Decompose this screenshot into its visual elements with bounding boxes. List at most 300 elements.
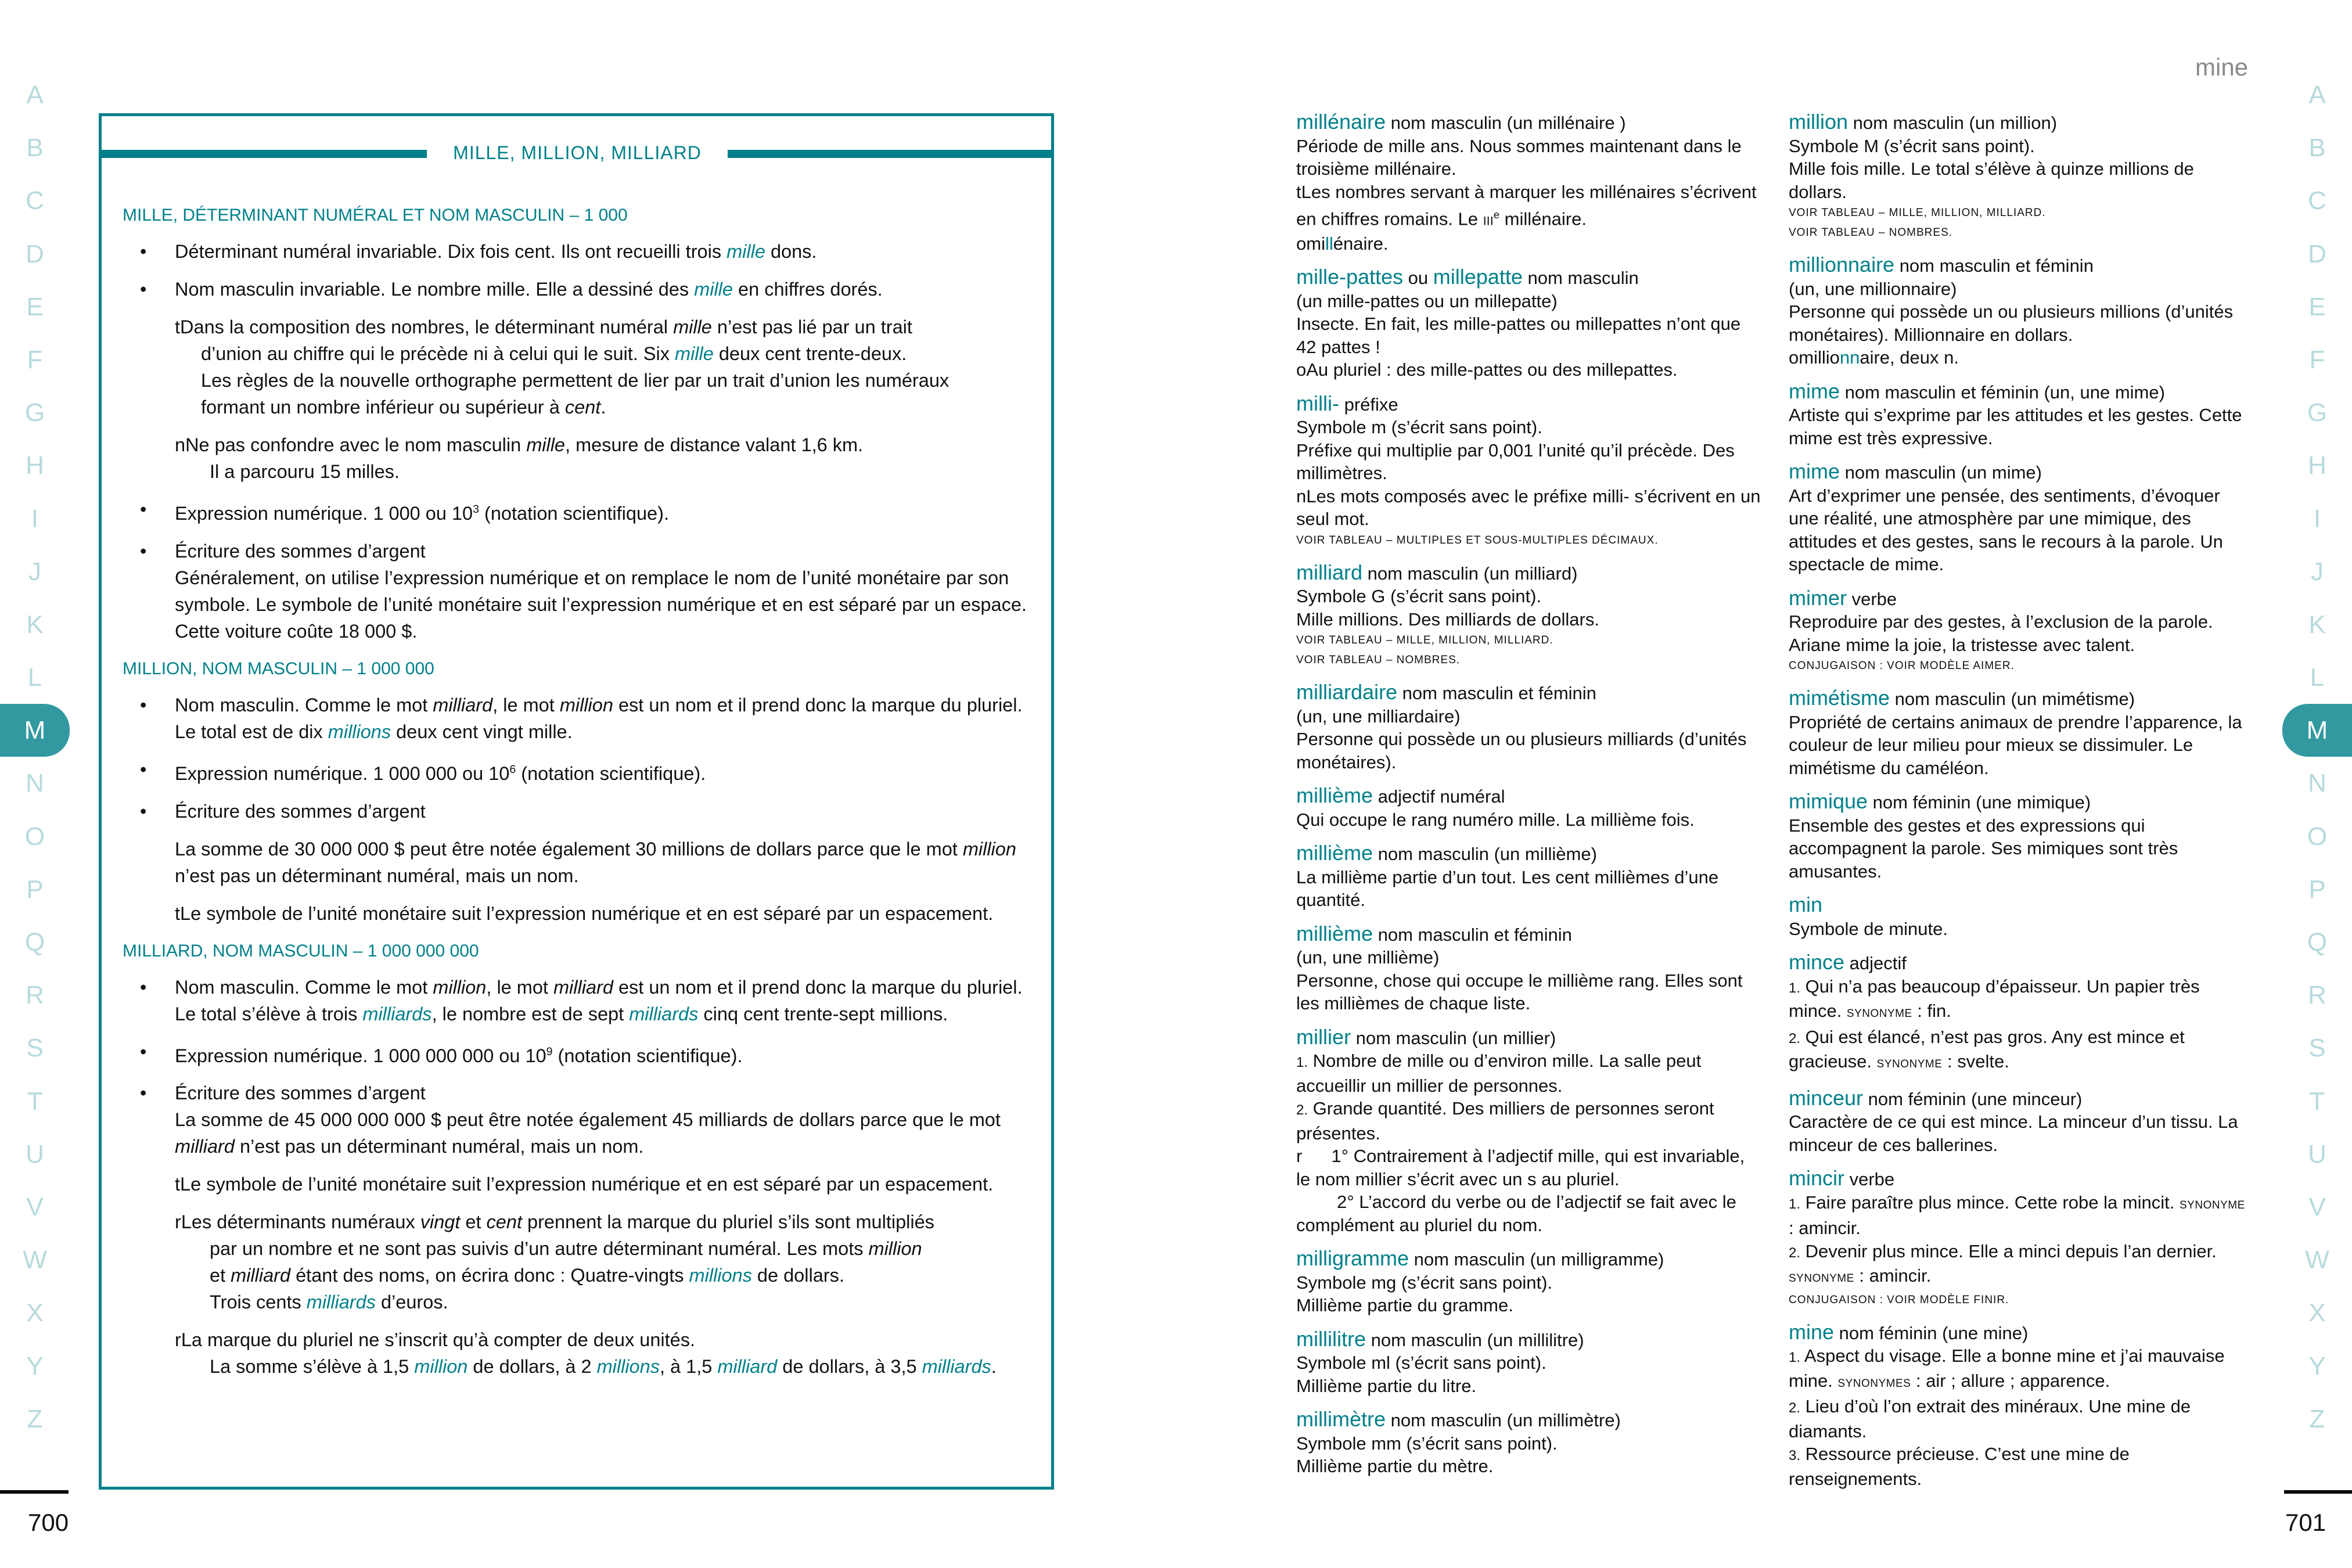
- dictionary-entry: [1296, 561, 1761, 671]
- headword: millier: [1296, 1024, 1351, 1049]
- index-tab-d[interactable]: D: [26, 239, 44, 268]
- spelling-marker: o: [1296, 359, 1307, 380]
- spelling-note: [1789, 346, 2247, 369]
- note-block: [123, 900, 1028, 927]
- dictionary-entry: [1296, 681, 1761, 774]
- headword: millimètre: [1296, 1407, 1386, 1432]
- spelling-marker: o: [1296, 233, 1307, 254]
- text-run: par un nombre et ne sont pas suivis d’un autre déterminant numéral. Les mots: [210, 1238, 869, 1260]
- text-run: Écriture des sommes d’argent: [175, 800, 426, 822]
- definition: Ensemble des gestes et des expressions qui accompagnent la parole. Ses mimiques sont très amusantes.: [1789, 815, 2178, 882]
- cross-reference[interactable]: VOIR TABLEAU – NOMBRES.: [1296, 654, 1461, 667]
- entry-head: [1789, 1167, 2247, 1191]
- definition: Mille millions. Des milliards de dollars.: [1296, 609, 1599, 630]
- index-tab-g[interactable]: G: [2307, 398, 2328, 427]
- sense-text: Devenir plus mince. Elle a minci depuis l’an dernier.: [1800, 1240, 2217, 1261]
- text-run: Déterminant numéral invariable. Dix fois cent. Ils ont recueilli trois: [175, 241, 727, 262]
- text-run: Trois cents: [210, 1292, 307, 1313]
- index-tab-s[interactable]: S: [2308, 1034, 2326, 1063]
- note-block: [123, 1209, 1028, 1315]
- definition: Symbole mm (s’écrit sans point).: [1296, 1433, 1558, 1454]
- spelling-note: [1296, 232, 1761, 256]
- emphasized-word: million: [414, 1356, 468, 1378]
- definition: Reproduire par des gestes, à l’exclusion de la parole. Ariane mime la joie, la tristesse avec talent.: [1789, 612, 2213, 655]
- emphasized-word: millions: [689, 1265, 752, 1286]
- bullet-item: [123, 798, 1028, 825]
- dictionary-entry: [1296, 841, 1761, 912]
- grammatical-category: nom masculin (un millier): [1351, 1027, 1556, 1048]
- superscript: 3: [473, 503, 479, 516]
- index-tab-a[interactable]: A: [26, 81, 44, 109]
- index-tab-q[interactable]: Q: [2307, 928, 2328, 956]
- sense-number: 2.: [1789, 1030, 1801, 1046]
- index-tab-t[interactable]: T: [27, 1087, 43, 1116]
- headword: mime: [1789, 459, 1840, 483]
- spelling-highlight: nn: [1839, 347, 1860, 368]
- text-run: La somme s’élève à 1,5: [210, 1356, 415, 1378]
- index-tab-y[interactable]: Y: [2308, 1351, 2326, 1380]
- emphasized-word: million: [962, 838, 1016, 859]
- index-tab-i[interactable]: I: [2313, 504, 2321, 533]
- index-tab-s[interactable]: S: [26, 1034, 44, 1063]
- definition: (un, une milliardaire): [1296, 706, 1461, 727]
- text-run: La somme de 30 000 000 $ peut être notée également 30 millions de dollars parce que le mot: [175, 838, 963, 859]
- text-run: Le symbole de l’unité monétaire suit l’expression numérique et en est séparé par un espacement.: [180, 1174, 994, 1195]
- index-tab-d[interactable]: D: [2308, 239, 2326, 268]
- superscript: 9: [546, 1045, 553, 1058]
- headword: millénaire: [1296, 110, 1386, 134]
- synonym: : amincir.: [1789, 1218, 1861, 1238]
- definition: Symbole G (s’écrit sans point).: [1296, 586, 1542, 607]
- note-marker: t: [175, 317, 181, 337]
- text-run: de dollars, à 2: [467, 1356, 597, 1378]
- dictionary-entry: [1296, 1247, 1761, 1317]
- headword: mimique: [1789, 789, 1868, 813]
- text-run: d’union au chiffre qui le précède ni à celui qui le suit. Six: [201, 343, 675, 364]
- index-tab-z[interactable]: Z: [27, 1404, 43, 1433]
- note-marker: t: [175, 1174, 181, 1195]
- headword: millième: [1296, 841, 1373, 865]
- index-tab-b[interactable]: B: [26, 134, 44, 163]
- text-run: est un nom et il prend donc la marque du pluriel. Le total s’élève à trois: [175, 976, 1023, 1024]
- index-tab-c[interactable]: C: [2308, 186, 2326, 215]
- index-tab-w[interactable]: W: [2305, 1246, 2329, 1275]
- definition: Symbole mg (s’écrit sans point).: [1296, 1272, 1553, 1293]
- definition: Caractère de ce qui est mince. La minceur d’un tissu. La minceur de ces ballerines.: [1789, 1112, 2238, 1155]
- dictionary-column-1: [1296, 110, 1761, 1488]
- text-run: Les déterminants numéraux: [181, 1211, 420, 1233]
- entry-head: [1296, 1026, 1761, 1050]
- text-run: n’est pas un déterminant numéral, mais un nom.: [175, 865, 579, 886]
- index-tab-n[interactable]: N: [2308, 769, 2326, 798]
- note: [1296, 181, 1761, 232]
- note-text: millénaire.: [1499, 208, 1587, 229]
- definition: Symbole M (s’écrit sans point).: [1789, 135, 2035, 156]
- grammatical-category: nom masculin (un mime): [1840, 462, 2042, 483]
- dictionary-entry: [1789, 253, 2247, 369]
- sense-number: 3.: [1789, 1448, 1801, 1463]
- entry-head: [1789, 790, 2247, 814]
- grammatical-category: nom masculin (un millénaire ): [1386, 113, 1626, 133]
- entry-head: [1789, 951, 2247, 975]
- text-run: [175, 340, 1028, 367]
- alphabet-index-left: [0, 69, 70, 1445]
- dictionary-entry: [1296, 922, 1761, 1015]
- definition: (un, une millième): [1296, 947, 1440, 968]
- headword: million: [1789, 110, 1848, 134]
- cross-reference[interactable]: VOIR TABLEAU – NOMBRES.: [1789, 226, 1953, 239]
- grammatical-category: nom masculin (un millilitre): [1366, 1329, 1584, 1350]
- text-run: Écriture des sommes d’argent: [175, 1083, 426, 1104]
- headword: millionnaire: [1789, 253, 1895, 276]
- entry-head: [1789, 380, 2247, 404]
- text-run: Généralement, on utilise l’expression numérique et on remplace le nom de l’unité monétaire par son symbole. Le symbole de l’unité monétaire suit l’expression numérique et en est séparé par un espace. Cette voiture coûte 18 000 $.: [175, 567, 1027, 642]
- headword: milli-: [1296, 391, 1339, 415]
- index-tab-j[interactable]: J: [28, 557, 41, 586]
- remark-text: 2° L’accord du verbe ou de l’adjectif se fait avec le complément au pluriel du nom.: [1296, 1192, 1736, 1235]
- emphasized-word: milliards: [362, 1003, 432, 1024]
- definition: Millième partie du litre.: [1296, 1375, 1477, 1396]
- sense-text: Lieu d’où l’on extrait des minéraux. Une mine de diamants.: [1789, 1396, 2191, 1441]
- sense: [1789, 1344, 2247, 1395]
- grammatical-category: nom masculin (un milligramme): [1409, 1249, 1664, 1270]
- index-tab-e[interactable]: E: [2308, 292, 2326, 321]
- headword-variant: millepatte: [1433, 265, 1523, 289]
- grammatical-category: nom masculin et féminin: [1894, 256, 2094, 276]
- emphasized-word: millions: [596, 1356, 660, 1378]
- index-tab-u[interactable]: U: [26, 1139, 44, 1168]
- cross-reference[interactable]: CONJUGAISON : VOIR MODÈLE AIMER.: [1789, 660, 2015, 672]
- text-run: deux cent vingt mille.: [391, 721, 573, 742]
- sense-number: 2.: [1296, 1102, 1308, 1119]
- dictionary-entry: [1296, 265, 1761, 382]
- box-body: [123, 202, 1028, 1391]
- sense-number: 1.: [1789, 980, 1801, 996]
- index-tab-p[interactable]: P: [26, 875, 44, 904]
- dictionary-entry: [1789, 686, 2247, 779]
- index-tab-v[interactable]: V: [2308, 1192, 2326, 1221]
- ordinal-suffix: e: [1493, 208, 1500, 221]
- text-run: Expression numérique. 1 000 000 000 ou 10: [175, 1045, 546, 1066]
- emphasized-word: milliards: [306, 1292, 376, 1313]
- text-run: Nom masculin invariable. Le nombre mille. Elle a dessiné des: [175, 279, 695, 300]
- text-run: , le mot: [486, 976, 553, 998]
- note-marker: r: [175, 1329, 181, 1351]
- sense-text: Qui n’a pas beaucoup d’épaisseur. Un papier très mince.: [1789, 976, 2200, 1021]
- running-head: mine: [2195, 53, 2249, 81]
- grammatical-category: nom masculin (un million): [1848, 113, 2058, 133]
- synonym: : svelte.: [1942, 1051, 2009, 1071]
- text-run: [175, 1235, 1028, 1262]
- definition: Symbole m (s’écrit sans point).: [1296, 417, 1542, 438]
- text-run: La somme de 45 000 000 000 $ peut être notée également 45 milliards de dollars parce que le mot: [175, 1109, 1001, 1131]
- cross-reference[interactable]: VOIR TABLEAU – MILLE, MILLION, MILLIARD.: [1296, 634, 1553, 647]
- entry-head: [1296, 681, 1761, 705]
- index-tab-m[interactable]: M: [0, 704, 70, 757]
- sense: [1789, 975, 2247, 1026]
- box-title: MILLE, MILLION, MILLIARD: [453, 142, 702, 163]
- remark: [1296, 1191, 1761, 1236]
- definition: Art d’exprimer une pensée, des sentiments, d’évoquer une réalité, une atmosphère par une mimique, des attitudes et des gestes, sans le recours à la parole. Un spectacle de mime.: [1789, 485, 2223, 574]
- emphasized-word: mille: [673, 317, 712, 337]
- sense-text: Grande quantité. Des milliers de personnes seront présentes.: [1296, 1098, 1714, 1143]
- definition: (un, une millionnaire): [1789, 278, 1957, 299]
- bullet-item: [123, 974, 1028, 1027]
- index-tab-i[interactable]: I: [31, 504, 39, 533]
- remark: [1296, 1145, 1761, 1191]
- emphasized-word: milliard: [175, 1136, 235, 1157]
- index-tab-z[interactable]: Z: [2309, 1404, 2325, 1433]
- index-tab-c[interactable]: C: [26, 186, 44, 215]
- index-tab-f[interactable]: F: [2309, 345, 2325, 374]
- emphasized-word: million: [433, 976, 487, 998]
- text-run: .: [991, 1356, 997, 1378]
- grammatical-category: nom masculin (un millième): [1373, 844, 1597, 865]
- definition: Propriété de certains animaux de prendre l’apparence, la couleur de leur milieu pour mieux se dissimuler. Le mimétisme du caméléon.: [1789, 711, 2242, 778]
- dictionary-entry: [1296, 1026, 1761, 1237]
- sense-number: 1.: [1296, 1055, 1308, 1071]
- dictionary-column-2: [1789, 110, 2247, 1501]
- bullet-item: [123, 538, 1028, 645]
- dictionary-entry: [1789, 380, 2247, 450]
- headword: mimétisme: [1789, 686, 1890, 710]
- index-tab-k[interactable]: K: [26, 610, 44, 639]
- text-run: [175, 1289, 1028, 1315]
- sense: [1296, 1049, 1761, 1097]
- sense: [1789, 1026, 2247, 1076]
- text-run: [175, 1353, 1028, 1380]
- section-heading: MILLION, NOM MASCULIN – 1 000 000: [123, 659, 434, 678]
- sense: [1789, 1191, 2247, 1240]
- note-text: Les nombres servant à marquer les millénaires s’écrivent en chiffres romains. Le: [1296, 181, 1757, 229]
- index-tab-n[interactable]: N: [26, 769, 44, 798]
- grammatical-category: nom masculin et féminin (un, une mime): [1840, 382, 2165, 402]
- dictionary-entry: [1296, 110, 1761, 255]
- text-run: étant des noms, on écrira donc : Quatre-vingts: [290, 1265, 689, 1286]
- emphasized-word: millions: [328, 721, 391, 742]
- note-block: [123, 314, 1028, 420]
- dictionary-entry: [1789, 587, 2247, 677]
- synonym-label: SYNONYME: [1846, 1008, 1912, 1020]
- entry-head: [1296, 922, 1761, 947]
- sense-number: 1.: [1789, 1350, 1801, 1365]
- text-run: formant un nombre inférieur ou supérieur à: [201, 397, 565, 418]
- note-marker: r: [175, 1211, 181, 1233]
- grammatical-category: nom féminin (une minceur): [1863, 1088, 2083, 1109]
- definition: Période de mille ans. Nous sommes maintenant dans le troisième millénaire.: [1296, 135, 1742, 179]
- definition: Préfixe qui multiplie par 0,001 l’unité qu’il précède. Des millimètres.: [1296, 440, 1735, 484]
- note-marker: n: [1296, 485, 1307, 506]
- note-block: [123, 1326, 1028, 1380]
- definition: Symbole de minute.: [1789, 918, 1948, 939]
- spelling-text: énaire.: [1333, 233, 1389, 254]
- bullet-item: [123, 496, 1028, 527]
- box-title-bar: [102, 142, 1051, 166]
- cross-reference[interactable]: VOIR TABLEAU – MULTIPLES ET SOUS-MULTIPLES DÉCIMAUX.: [1296, 534, 1659, 546]
- cross-reference[interactable]: CONJUGAISON : VOIR MODÈLE FINIR.: [1789, 1293, 2009, 1306]
- emphasized-word: cent: [564, 397, 601, 418]
- note-marker: n: [175, 434, 186, 455]
- text-run: , mesure de distance valant 1,6 km.: [565, 434, 864, 455]
- dictionary-entry: [1789, 460, 2247, 576]
- grammatical-category: adjectif: [1844, 953, 1907, 973]
- definition: La millième partie d’un tout. Les cent millièmes d’une quantité.: [1296, 866, 1719, 911]
- index-tab-m[interactable]: M: [2282, 704, 2352, 757]
- index-tab-a[interactable]: A: [2308, 81, 2326, 109]
- roman-numeral: III: [1483, 213, 1494, 228]
- sense-text: Qui est élancé, n’est pas gros. Any est mince et gracieuse.: [1789, 1026, 2185, 1071]
- sense-text: Faire paraître plus mince. Cette robe la mincit.: [1800, 1192, 2180, 1213]
- index-tab-r[interactable]: R: [26, 981, 44, 1010]
- sense: [1296, 1097, 1761, 1145]
- text-run: (notation scientifique).: [479, 502, 669, 524]
- index-tab-v[interactable]: V: [26, 1192, 44, 1221]
- headword: mille-pattes: [1296, 265, 1404, 289]
- text-run: et: [460, 1211, 487, 1233]
- synonym: : air ; allure ; apparence.: [1911, 1370, 2110, 1391]
- headword: minceur: [1789, 1085, 1864, 1110]
- definition: Insecte. En fait, les mille-pattes ou millepattes n’ont que 42 pattes !: [1296, 314, 1741, 357]
- index-tab-h[interactable]: H: [2308, 451, 2326, 480]
- text-run: est un nom et il prend donc la marque du pluriel. Le total est de dix: [175, 694, 1023, 742]
- spelling-marker: o: [1789, 347, 1799, 368]
- synonym-label: SYNONYMES: [1837, 1377, 1911, 1390]
- text-run: prennent la marque du pluriel s’ils sont multipliés: [522, 1211, 934, 1233]
- definition: Symbole ml (s’écrit sans point).: [1296, 1353, 1547, 1373]
- usage-box: [99, 113, 1054, 1490]
- grammatical-category: nom féminin (une mine): [1834, 1322, 2029, 1343]
- entry-head: [1789, 110, 2247, 135]
- grammatical-category: nom masculin (un millimètre): [1386, 1410, 1621, 1431]
- headword: mime: [1789, 379, 1840, 403]
- dictionary-entry: [1296, 392, 1761, 551]
- remark-marker: r: [1296, 1146, 1303, 1167]
- index-tab-o[interactable]: O: [24, 822, 45, 851]
- index-tab-x[interactable]: X: [26, 1299, 44, 1328]
- index-tab-y[interactable]: Y: [26, 1351, 44, 1380]
- index-tab-t[interactable]: T: [2309, 1087, 2325, 1116]
- index-tab-j[interactable]: J: [2311, 557, 2324, 586]
- text-run: La marque du pluriel ne s’inscrit qu’à compter de deux unités.: [181, 1329, 696, 1351]
- index-tab-h[interactable]: H: [26, 451, 44, 480]
- entry-head: [1296, 841, 1761, 866]
- emphasized-word: million: [559, 694, 613, 715]
- text-run: Les règles de la nouvelle orthographe permettent de lier par un trait d’union les numéraux: [201, 370, 950, 391]
- headword: milligramme: [1296, 1246, 1409, 1271]
- dictionary-entry: [1789, 790, 2247, 883]
- spelling-text: Au pluriel : des mille-pattes ou des millepattes.: [1306, 359, 1678, 380]
- index-tab-u[interactable]: U: [2308, 1139, 2326, 1168]
- text-run: Expression numérique. 1 000 ou 10: [175, 502, 473, 524]
- grammatical-category: nom masculin et féminin: [1373, 924, 1572, 945]
- headword: mince: [1789, 950, 1845, 974]
- emphasized-word: cent: [486, 1211, 522, 1233]
- entry-head: [1296, 265, 1761, 290]
- dictionary-entry: [1296, 1328, 1761, 1398]
- index-tab-w[interactable]: W: [23, 1246, 47, 1275]
- index-tab-l[interactable]: L: [2310, 663, 2325, 692]
- emphasized-word: million: [868, 1238, 922, 1260]
- text-run: de dollars.: [751, 1265, 844, 1286]
- text-run: Dans la composition des nombres, le déterminant numéral: [180, 317, 674, 337]
- dictionary-entry: [1296, 1408, 1761, 1478]
- footer-rule-left: [0, 1490, 69, 1494]
- index-tab-f[interactable]: F: [27, 345, 43, 374]
- index-tab-b[interactable]: B: [2308, 134, 2326, 163]
- footer-rule-right: [2284, 1490, 2352, 1494]
- headword: milliard: [1296, 560, 1363, 584]
- index-tab-o[interactable]: O: [2307, 822, 2328, 851]
- grammatical-category: adjectif numéral: [1373, 786, 1505, 807]
- entry-head: [1296, 1247, 1761, 1271]
- entry-head: [1789, 686, 2247, 711]
- index-tab-g[interactable]: G: [24, 398, 45, 427]
- text-run: [175, 1262, 1028, 1289]
- sense: [1789, 1443, 2247, 1490]
- index-tab-l[interactable]: L: [27, 663, 42, 692]
- headword: min: [1789, 893, 1823, 916]
- grammatical-category: nom masculin: [1522, 268, 1639, 289]
- text-run: Il a parcouru 15 milles.: [210, 461, 400, 482]
- spelling-text: millio: [1799, 347, 1840, 368]
- index-tab-x[interactable]: X: [2308, 1299, 2326, 1328]
- index-tab-r[interactable]: R: [2308, 981, 2326, 1010]
- entry-head: [1789, 893, 2247, 918]
- note: [1296, 485, 1761, 531]
- entry-head: [1789, 1087, 2247, 1111]
- text-run: Ne pas confondre avec le nom masculin: [185, 434, 527, 455]
- cross-reference[interactable]: VOIR TABLEAU – MILLE, MILLION, MILLIARD.: [1789, 207, 2046, 219]
- entry-head: [1296, 1408, 1761, 1432]
- text-run: (notation scientifique).: [552, 1045, 743, 1066]
- dictionary-entry: [1789, 1167, 2247, 1310]
- headword: millième: [1296, 783, 1373, 808]
- dictionary-entry: [1789, 110, 2247, 243]
- entry-head: [1296, 110, 1761, 135]
- sense-number: 2.: [1789, 1245, 1801, 1261]
- emphasized-word: milliard: [717, 1356, 778, 1378]
- index-tab-p[interactable]: P: [2308, 875, 2326, 904]
- headword: millilitre: [1296, 1326, 1366, 1351]
- text-run: (notation scientifique).: [516, 763, 706, 784]
- text-run: de dollars, à 3,5: [777, 1356, 922, 1378]
- definition: Personne qui possède un ou plusieurs milliards (d’unités monétaires).: [1296, 729, 1747, 772]
- synonym: : fin.: [1912, 1001, 1951, 1021]
- bullet-item: [123, 1080, 1028, 1160]
- text-run: dons.: [765, 241, 817, 262]
- text-run: Écriture des sommes d’argent: [175, 540, 426, 562]
- section-heading: MILLE, DÉTERMINANT NUMÉRAL ET NOM MASCULIN – 1 000: [123, 206, 628, 225]
- text-run: cinq cent trente-sept millions.: [698, 1003, 948, 1024]
- entry-head: [1296, 784, 1761, 808]
- entry-head: [1789, 460, 2247, 484]
- bullet-item: [123, 238, 1028, 265]
- index-tab-e[interactable]: E: [26, 292, 44, 321]
- emphasized-word: milliards: [922, 1356, 991, 1378]
- entry-head: [1296, 1328, 1761, 1352]
- index-tab-q[interactable]: Q: [24, 928, 45, 956]
- entry-head: [1789, 587, 2247, 611]
- emphasized-word: mille: [694, 279, 733, 300]
- text-run: .: [600, 397, 606, 418]
- headword: mine: [1789, 1319, 1835, 1344]
- grammatical-category: verbe: [1846, 588, 1897, 609]
- synonym-label: SYNONYME: [1876, 1058, 1943, 1070]
- headword: milliardaire: [1296, 680, 1398, 704]
- emphasized-word: mille: [675, 343, 714, 364]
- index-tab-k[interactable]: K: [2308, 610, 2326, 639]
- dictionary-entry: [1296, 784, 1761, 831]
